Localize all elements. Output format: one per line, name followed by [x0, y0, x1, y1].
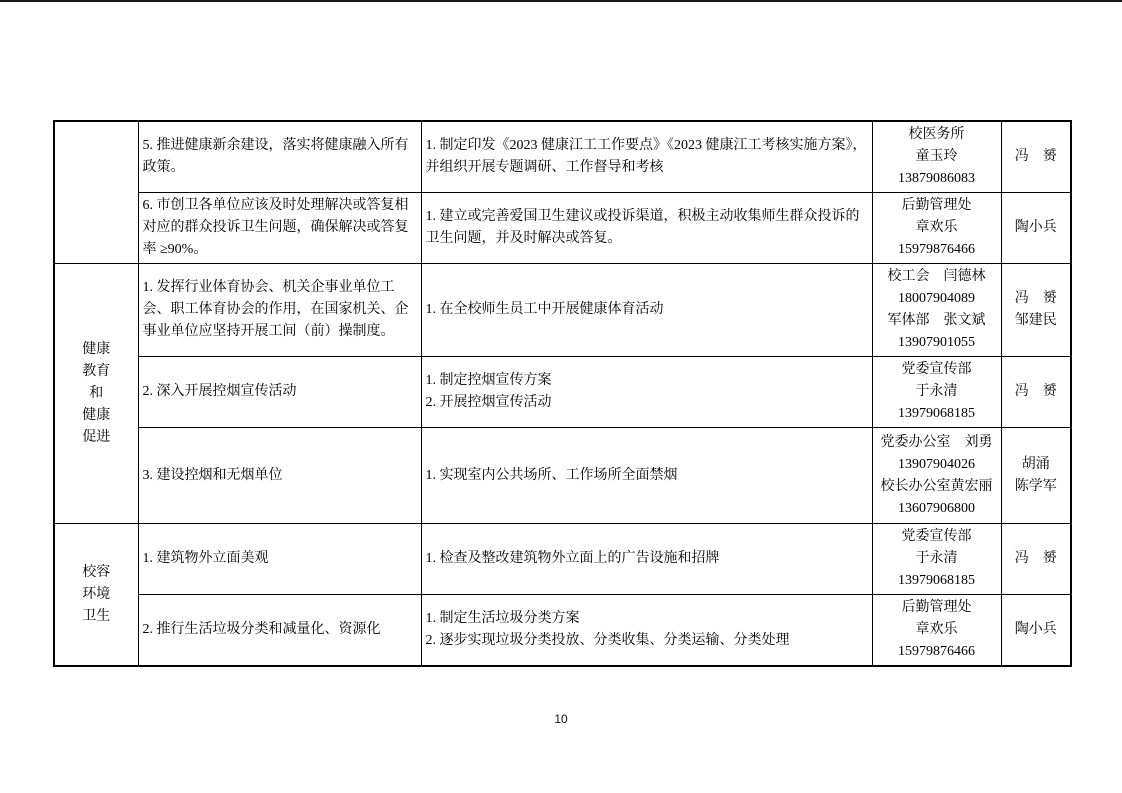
category-line: 和 — [89, 385, 104, 401]
task-cell — [138, 524, 421, 595]
responsible-cell — [872, 428, 1001, 524]
work-plan-table — [53, 120, 1072, 667]
category-cell-health-education — [54, 264, 138, 524]
supervisor-cell — [1001, 121, 1071, 193]
responsible-cell — [872, 524, 1001, 595]
table-row — [54, 121, 1071, 193]
responsible-line: 于永清 — [915, 551, 958, 566]
supervisor-cell — [1001, 357, 1071, 428]
supervisor-name: 陶小兵 — [1014, 622, 1057, 637]
measure-item: 1. 在全校师生员工中开展健康体育活动 — [425, 302, 664, 317]
category-line: 健康 — [82, 341, 111, 357]
responsible-line: 后勤管理处 — [901, 198, 972, 213]
task-text: 5. 推进健康新余建设，落实将健康融入所有政策。 — [142, 138, 409, 175]
task-cell — [138, 264, 421, 357]
measures-cell — [421, 595, 872, 667]
measures-cell — [421, 193, 872, 264]
table-row — [54, 595, 1071, 667]
supervisor-name: 陶小兵 — [1014, 220, 1057, 235]
responsible-cell — [872, 595, 1001, 667]
responsible-cell — [872, 193, 1001, 264]
supervisor-name: 邹建民 — [1014, 313, 1057, 328]
category-line: 促进 — [82, 429, 111, 445]
supervisor-name: 胡涌 — [1021, 456, 1050, 472]
responsible-line: 党委宣传部 — [901, 362, 972, 377]
supervisor-cell — [1001, 264, 1071, 357]
responsible-line: 党委办公室 刘勇 — [880, 434, 993, 450]
table-row — [54, 193, 1071, 264]
table-row — [54, 524, 1071, 595]
supervisor-name: 冯 赟 — [1014, 384, 1057, 399]
responsible-line: 校医务所 — [908, 127, 965, 142]
responsible-line: 军体部 张文斌 — [887, 313, 986, 328]
category-line: 教育 — [82, 363, 111, 379]
measure-item: 1. 检查及整改建筑物外立面上的广告设施和招牌 — [425, 551, 720, 566]
task-text: 2. 推行生活垃圾分类和减量化、资源化 — [142, 622, 381, 637]
measure-item: 2. 开展控烟宣传活动 — [425, 395, 552, 410]
measures-cell — [421, 524, 872, 595]
supervisor-cell — [1001, 595, 1071, 667]
responsible-line: 党委宣传部 — [901, 529, 972, 544]
table-row — [54, 428, 1071, 524]
responsible-phone: 15979876466 — [898, 644, 975, 659]
task-text: 3. 建设控烟和无烟单位 — [142, 467, 283, 483]
task-text: 6. 市创卫各单位应该及时处理解决或答复相对应的群众投诉卫生问题，确保解决或答复率 ≥90%。 — [142, 198, 409, 257]
screenshot-top-edge — [0, 0, 1122, 2]
measure-item: 1. 制定生活垃圾分类方案 — [425, 611, 580, 626]
responsible-phone: 13907904026 — [898, 456, 975, 472]
task-text: 1. 建筑物外立面美观 — [142, 551, 269, 566]
table-row — [54, 264, 1071, 357]
responsible-line: 章欢乐 — [915, 622, 958, 637]
measures-cell — [421, 264, 872, 357]
responsible-phone: 18007904089 — [898, 291, 975, 306]
measure-item: 1. 实现室内公共场所、工作场所全面禁烟 — [425, 467, 678, 483]
supervisor-cell — [1001, 524, 1071, 595]
responsible-phone: 13607906800 — [898, 500, 975, 516]
measures-cell — [421, 357, 872, 428]
responsible-line: 校工会 闫德林 — [887, 269, 986, 284]
measures-cell — [421, 428, 872, 524]
supervisor-name: 冯 赟 — [1014, 291, 1057, 306]
category-line: 卫生 — [82, 608, 111, 624]
responsible-phone: 15979876466 — [898, 242, 975, 257]
responsible-cell — [872, 264, 1001, 357]
responsible-cell — [872, 357, 1001, 428]
supervisor-name: 冯 赟 — [1014, 551, 1057, 566]
supervisor-cell — [1001, 193, 1071, 264]
responsible-line: 校长办公室黄宏丽 — [880, 478, 993, 494]
category-line: 环境 — [82, 586, 111, 602]
category-cell-campus-environment — [54, 524, 138, 667]
responsible-phone: 13879086083 — [898, 171, 975, 186]
measure-item: 2. 逐步实现垃圾分类投放、分类收集、分类运输、分类处理 — [425, 633, 790, 648]
task-cell — [138, 357, 421, 428]
task-text: 2. 深入开展控烟宣传活动 — [142, 384, 297, 399]
task-cell — [138, 121, 421, 193]
page-number: 10 — [554, 712, 568, 726]
task-cell — [138, 595, 421, 667]
responsible-line: 章欢乐 — [915, 220, 958, 235]
responsible-line: 后勤管理处 — [901, 600, 972, 615]
measure-item: 1. 制定控烟宣传方案 — [425, 373, 552, 388]
table-row — [54, 357, 1071, 428]
responsible-phone: 13979068185 — [898, 406, 975, 421]
responsible-line: 于永清 — [915, 384, 958, 399]
measure-item: 1. 建立或完善爱国卫生建议或投诉渠道，积极主动收集师生群众投诉的卫生问题，并及时解决或答复。 — [425, 209, 860, 246]
responsible-phone: 13907901055 — [898, 335, 975, 350]
category-line: 健康 — [82, 407, 111, 423]
supervisor-cell — [1001, 428, 1071, 524]
task-cell — [138, 428, 421, 524]
measure-item: 1. 制定印发《2023 健康江工工作要点》《2023 健康江工考核实施方案》，并组织开展专题调研、工作督导和考核 — [425, 138, 867, 175]
category-cell-empty — [54, 121, 138, 264]
task-text: 1. 发挥行业体育协会、机关企事业单位工会、职工体育协会的作用，在国家机关、企事业单位应坚持开展工间（前）操制度。 — [142, 280, 409, 339]
responsible-phone: 13979068185 — [898, 573, 975, 588]
task-cell — [138, 193, 421, 264]
supervisor-name: 冯 赟 — [1014, 149, 1057, 164]
responsible-line: 童玉玲 — [915, 149, 958, 164]
measures-cell — [421, 121, 872, 193]
supervisor-name: 陈学军 — [1014, 478, 1057, 494]
category-line: 校容 — [82, 564, 111, 580]
responsible-cell — [872, 121, 1001, 193]
